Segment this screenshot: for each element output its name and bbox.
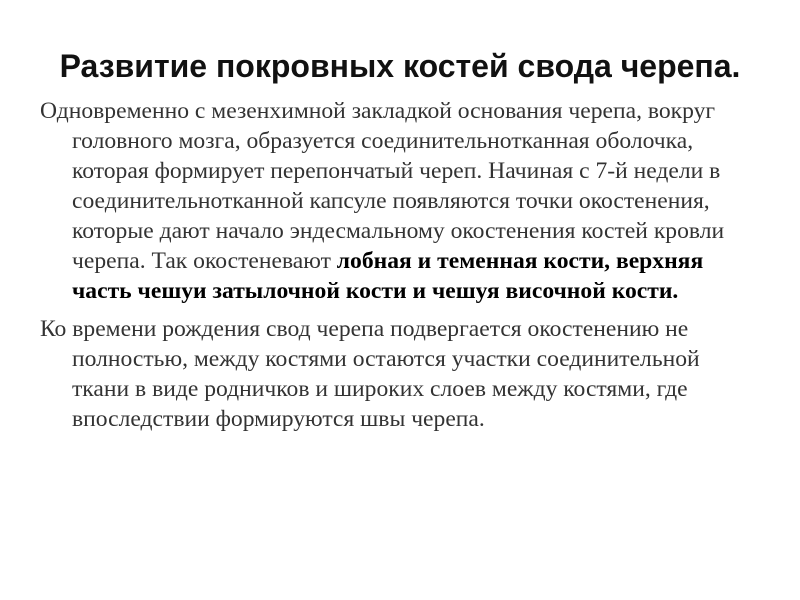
- paragraph-1-bold-bones: лобная и теменная кости, верхняя часть чешуи затылочной кости и чешуя височной кости.: [72, 248, 704, 304]
- paragraph-fontanelles: [40, 314, 755, 434]
- slide-title: Развитие покровных костей свода черепа.: [59, 48, 741, 84]
- paragraph-1-text: Одновременно с мезенхимной закладкой основания черепа, вокруг головного мозга, образуется соединительнотканная оболочка, которая формирует перепончатый череп. Начиная с 7-й недели в соединительнотканной капсуле появляются точки окостенения, которые дают начало эндесмальному окостенения костей кровли черепа. Так окостеневают: [40, 98, 725, 274]
- paragraph-ossification-points: [40, 96, 755, 306]
- paragraph-2-text: Ко времени рождения свод черепа подвергается окостенению не полностью, между костями остаются участки соединительной ткани в виде родничков и широких слоев между костями, где впоследствии формируются швы черепа.: [40, 316, 700, 432]
- slide-body: [40, 96, 755, 434]
